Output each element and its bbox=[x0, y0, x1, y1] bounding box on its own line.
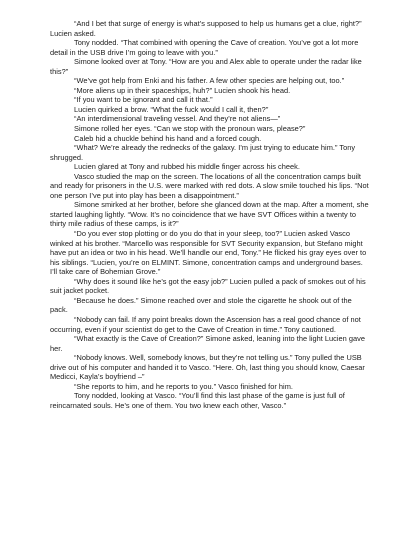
paragraph-3: Simone looked over at Tony. “How are you and Alex able to operate under the radar like this?” bbox=[50, 57, 362, 76]
paragraph-18: “Nobody can fail. If any point breaks down the Ascension has a real good chance of not occurring, even if your scientist do get to the Cave of Creation in time.” Tony cautioned. bbox=[50, 314, 361, 334]
paragraph-11: “What? We’re already the rednecks of the galaxy. I’m just trying to educate him.” Tony shrugged. bbox=[50, 143, 356, 162]
paragraph-7: Lucien quirked a brow. “What the fuck would I call it, then?” bbox=[74, 104, 269, 114]
paragraph-10: Caleb hid a chuckle behind his hand and a forced cough. bbox=[74, 133, 262, 143]
paragraph-22: Tony nodded, looking at Vasco. “You’ll find this last phase of the game is just full of reincarnated souls. He’s one of them. You two knew each other, Vasco.” bbox=[50, 391, 345, 410]
paragraph-6: “If you want to be ignorant and call it that.” bbox=[74, 95, 213, 105]
paragraph-4: “We’ve got help from Enki and his father. A few other species are helping out, too.” bbox=[74, 76, 345, 86]
paragraph-21: “She reports to him, and he reports to you.” Vasco finished for him. bbox=[74, 381, 293, 391]
paragraph-14: Simone smirked at her brother, before she glanced down at the map. After a moment, she started laughing lightly. “Wow. It’s no coincidence that we have SVT Offices within a twenty to thirty mile radius of these camps, is it?” bbox=[50, 200, 369, 229]
paragraph-15: “Do you ever stop plotting or do you do that in your sleep, too?” Lucien asked Vasco winked at his brother. “Marcello was responsible for SVT Security expansion, but Stefano might have put an idea or two in his head. We’ll handle our end, Tony.” He flicked his gray eyes over to his siblings. “Lucien, you’re on ELMINT. Simone, concentration camps and underground bases. I’ll take care of Bohemian Grove.” bbox=[50, 229, 367, 277]
paragraph-2: Tony nodded. “That combined with opening the Cave of creation. You’ve got a lot more detail in the USB drive I’m going to leave with you.” bbox=[50, 38, 359, 57]
paragraph-19: “What exactly is the Cave of Creation?” Simone asked, leaning into the light Lucien gave her. bbox=[50, 334, 365, 353]
paragraph-12: Lucien glared at Tony and rubbed his middle finger across his cheek. bbox=[74, 162, 300, 172]
paragraph-16: “Why does it sound like he’s got the easy job?” Lucien pulled a pack of smokes out of his suit jacket pocket. bbox=[50, 276, 366, 296]
paragraph-1: “And I bet that surge of energy is what’s supposed to help us humans get a clue, right?” Lucien asked. bbox=[50, 19, 362, 38]
paragraph-8: “An interdimensional traveling vessel. And they’re not aliens—” bbox=[74, 114, 281, 124]
paragraph-20: “Nobody knows. Well, somebody knows, but they’re not telling us.” Tony pulled the USB drive out of his computer and handed it to Vasco. “Here. Oh, last thing you should know, Caesar Medicci, Kayla’s boyfriend –” bbox=[50, 353, 365, 382]
paragraph-17: “Because he does.” Simone reached over and stole the cigarette he shook out of the pack. bbox=[50, 295, 352, 315]
paragraph-9: Simone rolled her eyes. “Can we stop with the pronoun wars, please?” bbox=[74, 124, 306, 134]
paragraph-13: Vasco studied the map on the screen. The locations of all the concentration camps built and ready for prisoners in the U.S. were marked with red dots. A slow smile touched his lips. “Not one person I’ve put into play has been a disappointment.” bbox=[50, 171, 369, 200]
paragraph-5: “More aliens up in their spaceships, huh?” Lucien shook his head. bbox=[74, 85, 291, 95]
